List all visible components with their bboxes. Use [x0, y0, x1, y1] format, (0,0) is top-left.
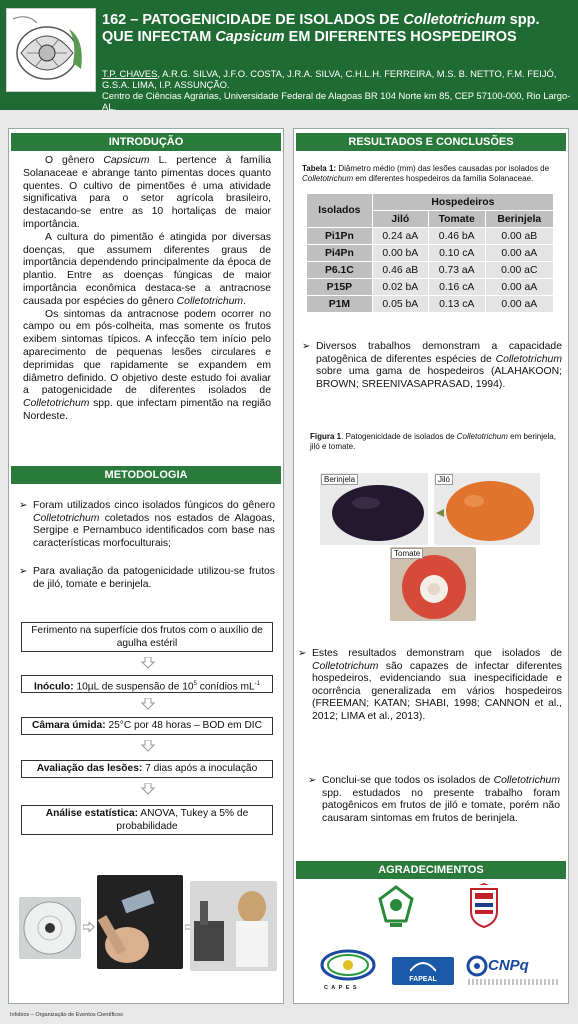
- table-cell: 0.00 aA: [485, 279, 553, 296]
- fapeal-mark-icon: [410, 959, 436, 973]
- table-row: [307, 296, 554, 313]
- table-col-header: Berinjela: [485, 211, 553, 228]
- label-berinjela: Berinjela: [321, 474, 358, 485]
- table-cell: 0.16 cA: [428, 279, 485, 296]
- down-arrow-icon: [141, 698, 155, 710]
- table-cell: 0.46 aB: [372, 262, 428, 279]
- down-arrow-icon: [141, 783, 155, 795]
- row-label: P1M: [307, 296, 373, 313]
- result-bullet-2: ➢ Estes resultados demonstram que isolados de Colletotrichum são capazes de infectar diferentes hospedeiros, evidenciando sua inespecificidade e ocorrência generalizada em vários hospedeiros (FREEMAN; KATAN; SHABI, 1998; CANNON et al., 2012; LIMA et al., 2013).: [298, 648, 562, 722]
- microscope-slide-photo: [97, 875, 183, 969]
- flow-step-avaliacao: Avaliação das lesões: 7 dias após a inoculação: [21, 760, 273, 778]
- label-tomate: Tomate: [391, 548, 423, 559]
- label-jilo: Jiló: [435, 474, 453, 485]
- right-column: [293, 128, 569, 1004]
- table-header-hospedeiros: Hospedeiros: [372, 194, 553, 211]
- petri-dish-photo: [19, 897, 81, 959]
- table-cell: 0.73 aA: [428, 262, 485, 279]
- metodologia-heading: METODOLOGIA: [11, 466, 281, 484]
- lesion-table: [306, 193, 554, 313]
- figure-caption: Figura 1. Patogenicidade de isolados de Colletotrichum em berinjela, jiló e tomate.: [310, 432, 556, 451]
- down-arrow-icon: [141, 740, 155, 752]
- table-row: [307, 228, 554, 245]
- resultados-heading: RESULTADOS E CONCLUSÕES: [296, 133, 566, 151]
- row-label: Pi4Pn: [307, 245, 373, 262]
- table-cell: 0.00 aA: [485, 296, 553, 313]
- flow-step-analise: Análise estatística: ANOVA, Tukey a 5% de probabilidade: [21, 805, 273, 835]
- ufal-cca-logo: [376, 885, 416, 929]
- fapeal-logo: [392, 957, 454, 985]
- capes-label: C A P E S: [324, 985, 358, 991]
- table-cell: 0.00 bA: [372, 245, 428, 262]
- table-cell: 0.02 bA: [372, 279, 428, 296]
- cnpq-mark-icon: [466, 955, 488, 977]
- flow-step-camara: Câmara úmida: 25°C por 48 horas – BOD em DIC: [21, 717, 273, 735]
- row-label: P6.1C: [307, 262, 373, 279]
- researcher-microscope-photo: [190, 881, 277, 971]
- result-bullet-1: ➢ Diversos trabalhos demonstram a capacidade patogênica de diferentes espécies de Colletotrichum sobre uma gama de hospedeiros (ALAHAKOON; BROWN; SREENIVASAPRASAD, 1994).: [302, 341, 562, 390]
- table-caption: Tabela 1: Diâmetro médio (mm) das lesões causadas por isolados de Colletotrichum em diferentes hospedeiros da família Solanaceae.: [302, 164, 550, 183]
- affiliation: Centro de Ciências Agrárias, Universidade Federal de Alagoas BR 104 Norte km 85, CEP 57100-000, Rio Largo-AL.: [102, 90, 571, 112]
- left-column: [8, 128, 284, 1004]
- table-cell: 0.00 aA: [485, 245, 553, 262]
- cnpq-subtitle-lines: [468, 979, 558, 985]
- flow-step-ferimento: Ferimento na superfície dos frutos com o auxílio de agulha estéril: [21, 622, 273, 652]
- table-cell: 0.05 bA: [372, 296, 428, 313]
- row-label: P15P: [307, 279, 373, 296]
- poster-header: [0, 0, 578, 110]
- method-bullet-1: ➢ Foram utilizados cinco isolados fúngicos do gênero Colletotrichum coletados nos estados de Alagoas, Sergipe e Pernambuco identificados com base nas características morfoculturais;: [19, 500, 275, 549]
- table-row: [307, 279, 554, 296]
- agradecimentos-heading: AGRADECIMENTOS: [296, 861, 566, 879]
- down-arrow-icon: [141, 657, 155, 669]
- author-list: T.P. CHAVES, A.R.G. SILVA, J.F.O. COSTA, J.R.A. SILVA, C.H.L.H. FERREIRA, M.S. B. NETTO, F.M. FEIJÓ, G.S.A. LIMA, I.P. ASSUNÇÃO. Centro de Ciências Agrárias, Universidade Federal de Alagoas BR 104 Norte km 85, CEP 57100-000, Rio Largo-AL.: [102, 68, 571, 112]
- university-logo: [6, 8, 96, 92]
- cnpq-label: CNPq: [488, 957, 529, 974]
- table-col-header: Tomate: [428, 211, 485, 228]
- table-cell: 0.00 aC: [485, 262, 553, 279]
- flow-step-inoculo: Inóculo: 10µL de suspensão de $10^5$ conídios $mL^{-1}$: [21, 675, 273, 693]
- method-bullet-2: ➢ Para avaliação da patogenicidade utilizou-se frutos de jiló, tomate e berinjela.: [19, 566, 275, 590]
- table-cell: 0.13 cA: [428, 296, 485, 313]
- row-label: Pi1Pn: [307, 228, 373, 245]
- footer-note: Infobios – Organização de Eventos Científicos: [10, 1012, 123, 1018]
- table-cell: 0.46 bA: [428, 228, 485, 245]
- ufal-shield-logo: [469, 883, 499, 929]
- table-row: [307, 262, 554, 279]
- table-row: [307, 245, 554, 262]
- fapeal-label: FAPEAL: [409, 976, 437, 983]
- table-cell: 0.00 aB: [485, 228, 553, 245]
- cnpq-logo: [466, 955, 560, 989]
- table-col-header: Jiló: [372, 211, 428, 228]
- poster-title: 162 – PATOGENICIDADE DE ISOLADOS DE Colletotrichum spp. QUE INFECTAM Capsicum EM DIFERENTES HOSPEDEIROS: [102, 12, 540, 45]
- table-cell: 0.24 aA: [372, 228, 428, 245]
- table-header-isolados: Isolados: [307, 194, 373, 228]
- table-cell: 0.10 cA: [428, 245, 485, 262]
- result-bullet-3: ➢ Conclui-se que todos os isolados de Colletotrichum spp. estudados no presente trabalho foram patogênicos em frutos de jiló e tomate, porém não causaram sintomas em frutos de berinjela.: [308, 775, 560, 824]
- right-arrow-icon: [83, 922, 95, 932]
- intro-heading: INTRODUÇÃO: [11, 133, 281, 151]
- intro-text: O gênero Capsicum L. pertence à família Solanaceae e abrange tanto pimentas doces quanto quentes. O cultivo de pimentões é uma atividade significativa para o setor agrícola brasileiro, destacando-se entre as 10 hortaliças de maior importância. A cultura do pimentão é atingida por diversas doenças, que assumem diferentes graus de importância dependendo principalmente da época de plantio. Entre as doenças fúngicas de maior importância econômica destaca-se a antracnose causada por espécies do gênero Colletotrichum. Os sintomas da antracnose podem ocorrer no campo ou em pós-colheita, mas somente os frutos exibem sintomas típicos. A infecção tem início pelo aparecimento de pequenas lesões circulares e deprimidas que rapidamente se expandem em diâmetro definido. O objetivo deste estudo foi avaliar a patogenicidade de diferentes isolados de Colletotrichum spp. que infectam pimentão na região Nordeste.: [23, 155, 271, 422]
